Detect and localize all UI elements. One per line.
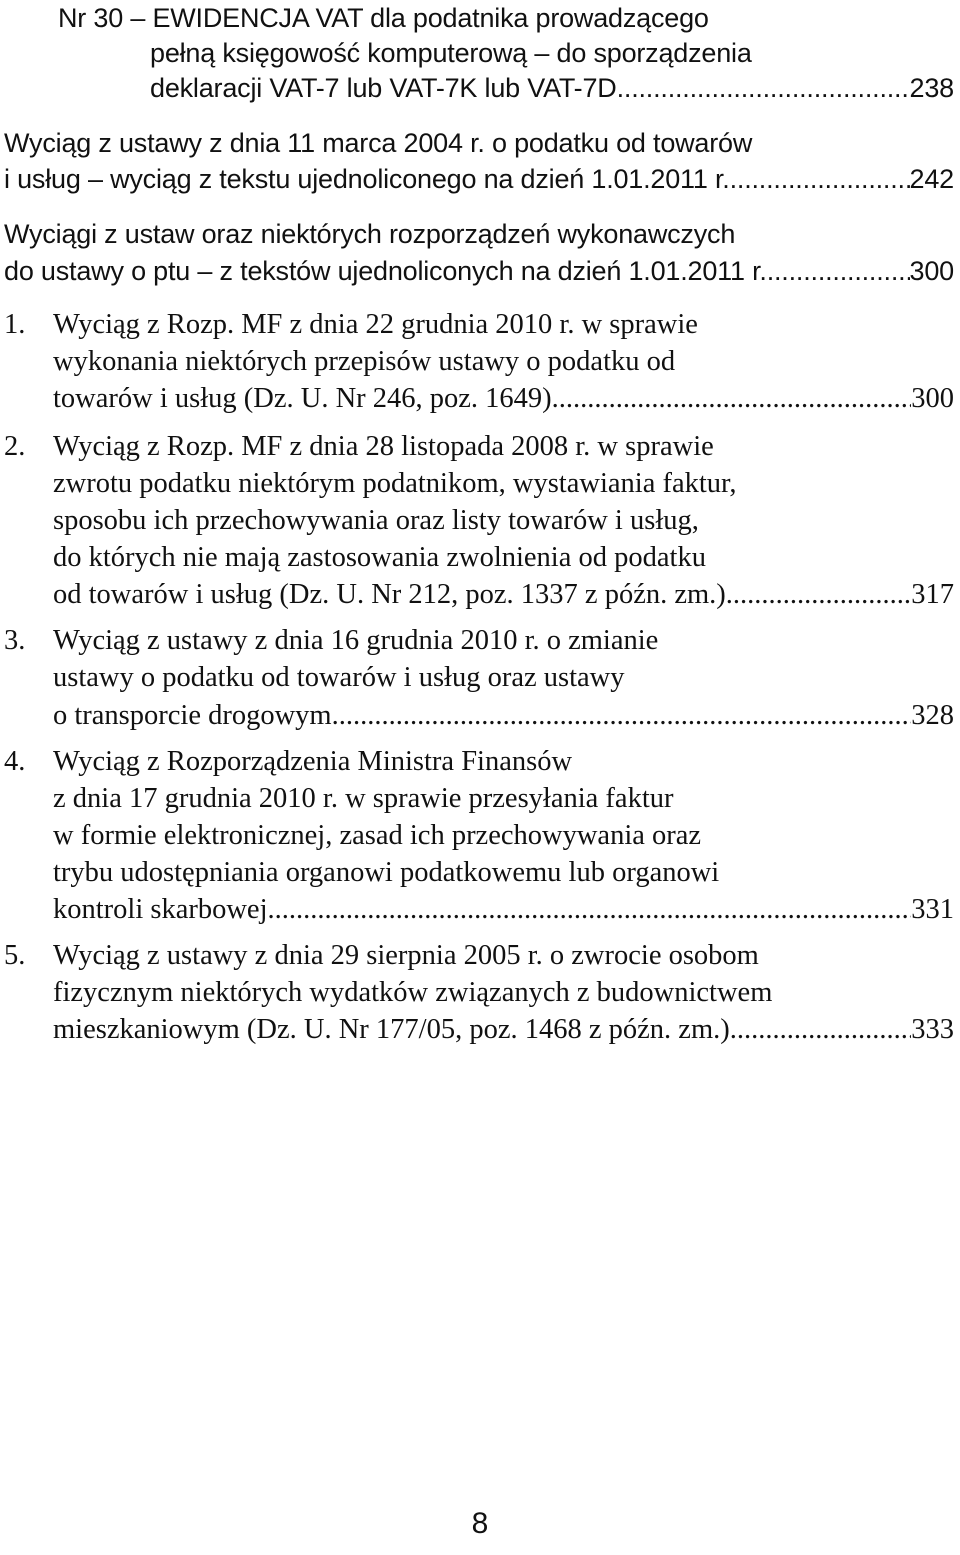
toc-page-number: 238 xyxy=(909,73,954,103)
dot-leader xyxy=(730,161,910,198)
toc-line: fizycznym niektórych wydatków związanych z budownictwem xyxy=(53,977,773,1008)
toc-page-number: 300 xyxy=(911,383,954,414)
dot-leader xyxy=(268,891,912,928)
toc-line: Wyciąg z Rozporządzenia Ministra Finansów xyxy=(53,746,573,777)
toc-line: Wyciąg z Rozp. MF z dnia 22 grudnia 2010 r. w sprawie xyxy=(53,309,698,340)
toc-leader-line xyxy=(4,161,954,198)
dot-leader xyxy=(730,1011,912,1048)
dot-leader xyxy=(767,253,910,290)
item-number: 4. xyxy=(4,746,26,777)
toc-line: trybu udostępniania organowi podatkowemu lub organowi xyxy=(53,857,720,888)
toc-line: pełną księgowość komputerową – do sporządzenia xyxy=(150,38,752,68)
toc-line: towarów i usług (Dz. U. Nr 246, poz. 1649) xyxy=(53,383,552,414)
toc-leader-line xyxy=(150,70,954,107)
toc-leader-line xyxy=(53,1011,954,1048)
toc-line: sposobu ich przechowywania oraz listy towarów i usług, xyxy=(53,505,699,536)
toc-leader-line xyxy=(53,380,954,417)
toc-line: ustawy o podatku od towarów i usług oraz ustawy xyxy=(53,662,625,693)
item-number: 3. xyxy=(4,625,26,656)
page-number: 8 xyxy=(471,1507,489,1540)
toc-line: deklaracji VAT-7 lub VAT-7K lub VAT-7D xyxy=(150,73,617,103)
toc-page-number: 317 xyxy=(911,579,954,610)
toc-line: Wyciągi z ustaw oraz niektórych rozporządzeń wykonawczych xyxy=(4,219,736,249)
toc-line: wykonania niektórych przepisów ustawy o podatku od xyxy=(53,346,676,377)
toc-line: do których nie mają zastosowania zwolnienia od podatku xyxy=(53,542,706,573)
toc-line: Nr 30 – EWIDENCJA VAT dla podatnika prowadzącego xyxy=(58,3,709,33)
toc-line: o transporcie drogowym xyxy=(53,700,332,731)
toc-line: mieszkaniowym (Dz. U. Nr 177/05, poz. 1468 z późn. zm.) xyxy=(53,1014,730,1045)
toc-line: zwrotu podatku niektórym podatnikom, wystawiania faktur, xyxy=(53,468,737,499)
dot-leader xyxy=(726,576,911,613)
toc-leader-line xyxy=(4,253,954,290)
toc-page-number: 328 xyxy=(911,700,954,731)
toc-leader-line xyxy=(53,576,954,613)
dot-leader xyxy=(332,697,912,734)
toc-line: z dnia 17 grudnia 2010 r. w sprawie przesyłania faktur xyxy=(53,783,674,814)
toc-leader-line xyxy=(53,697,954,734)
toc-line: i usług – wyciąg z tekstu ujednoliconego na dzień 1.01.2011 r. xyxy=(4,164,730,194)
toc-line: w formie elektronicznej, zasad ich przechowywania oraz xyxy=(53,820,702,851)
toc-page-number: 333 xyxy=(911,1014,954,1045)
toc-line: kontroli skarbowej xyxy=(53,894,268,925)
toc-page-number: 331 xyxy=(911,894,954,925)
toc-page-number: 242 xyxy=(909,164,954,194)
dot-leader xyxy=(617,70,910,107)
item-number: 1. xyxy=(4,309,26,340)
item-number: 5. xyxy=(4,940,26,971)
toc-line: od towarów i usług (Dz. U. Nr 212, poz. 1337 z późn. zm.) xyxy=(53,579,726,610)
toc-line: Wyciąg z ustawy z dnia 11 marca 2004 r. o podatku od towarów xyxy=(4,128,753,158)
dot-leader xyxy=(552,380,912,417)
toc-leader-line xyxy=(53,891,954,928)
toc-page-number: 300 xyxy=(909,256,954,286)
item-number: 2. xyxy=(4,431,26,462)
toc-line: do ustawy o ptu – z tekstów ujednoliconych na dzień 1.01.2011 r. xyxy=(4,256,767,286)
toc-line: Wyciąg z ustawy z dnia 29 sierpnia 2005 r. o zwrocie osobom xyxy=(53,940,759,971)
toc-line: Wyciąg z Rozp. MF z dnia 28 listopada 2008 r. w sprawie xyxy=(53,431,714,462)
toc-line: Wyciąg z ustawy z dnia 16 grudnia 2010 r. o zmianie xyxy=(53,625,659,656)
